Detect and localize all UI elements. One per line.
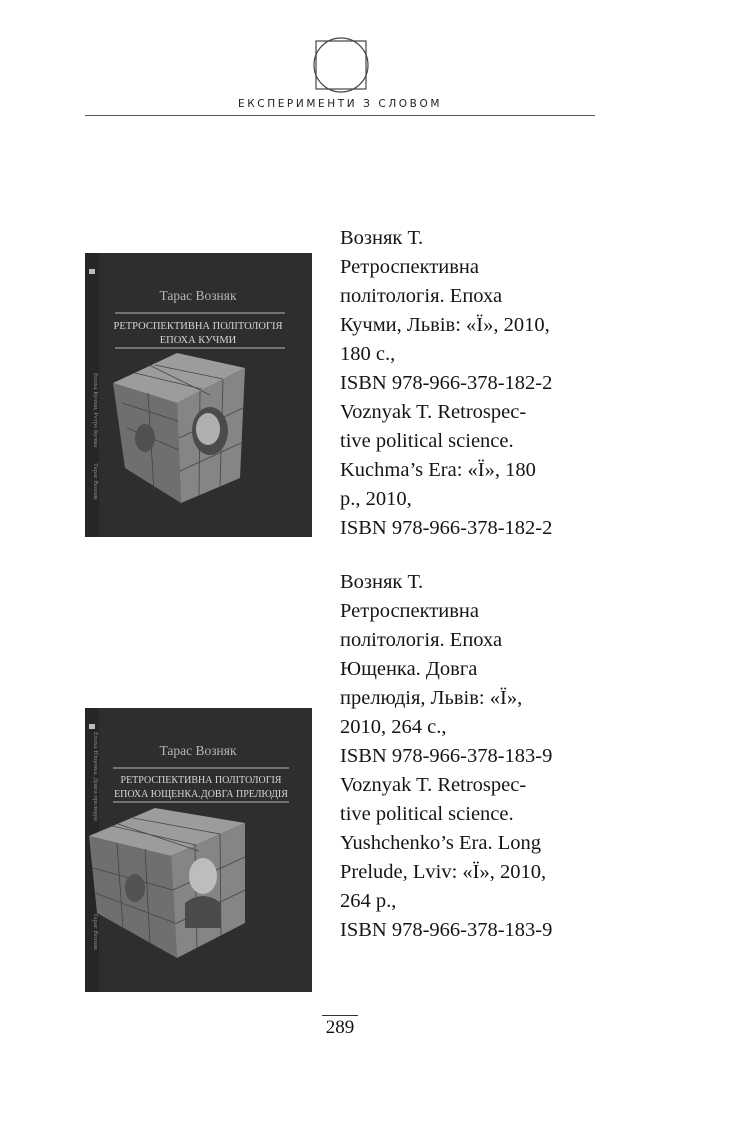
spine-text-bottom: Тарас Возняк — [92, 913, 99, 951]
citation-line: 264 p., — [340, 890, 397, 912]
circle-square-logo-icon — [312, 36, 370, 94]
citation-line: ISBN 978-966-378-183-9 — [340, 745, 553, 767]
citation-line: ISBN 978-966-378-183-9 — [340, 919, 553, 941]
citation-line: Возняк Т. — [340, 571, 424, 593]
citation-line: Prelude, Lviv: «Ї», 2010, — [340, 861, 547, 883]
running-head: ЕКСПЕРИМЕНТИ З СЛОВОМ — [237, 98, 443, 110]
spine-text-top: Епоха Ющенка. Довга прелюдія — [92, 732, 99, 821]
book-citation-kuchma — [340, 224, 600, 543]
citation-line: Кучми, Львів: «Ї», 2010, — [340, 314, 550, 336]
citation-line: p., 2010, — [340, 488, 412, 510]
cover-title-line-2: ЕПОХА КУЧМИ — [159, 335, 237, 346]
citation-line: tive political science. — [340, 803, 514, 825]
book-cover-yushchenko — [85, 708, 312, 992]
publisher-mark-icon — [89, 724, 95, 729]
publisher-mark-icon — [89, 269, 95, 274]
citation-line: Voznyak T. Retrospec- — [340, 401, 527, 423]
citation-line: Возняк Т. — [340, 227, 424, 249]
citation-line: Voznyak T. Retrospec- — [340, 774, 527, 796]
cover-title-line-1: РЕТРОСПЕКТИВНА ПОЛІТОЛОГІЯ — [113, 321, 283, 332]
citation-line: політологія. Епоха — [340, 285, 503, 307]
citation-line: ISBN 978-966-378-182-2 — [340, 517, 553, 539]
citation-line: прелюдія, Львів: «Ї», — [340, 687, 523, 709]
book-citation-yushchenko — [340, 568, 600, 945]
header-rule — [85, 115, 595, 116]
citation-line: ISBN 978-966-378-182-2 — [340, 372, 553, 394]
citation-line: Ретроспективна — [340, 256, 479, 278]
citation-line: 180 с., — [340, 343, 396, 365]
citation-line: tive political science. — [340, 430, 514, 452]
citation-line: Ющенка. Довга — [340, 658, 478, 680]
book-cover-kuchma — [85, 253, 312, 537]
cover-author: Тарас Возняк — [159, 288, 237, 303]
cover-author: Тарас Возняк — [159, 743, 237, 758]
citation-line: 2010, 264 с., — [340, 716, 447, 738]
citation-line: Yushchenko’s Era. Long — [340, 832, 541, 854]
page-number: 289 — [322, 1015, 358, 1039]
citation-line: політологія. Епоха — [340, 629, 503, 651]
cover-title-line-1: РЕТРОСПЕКТИВНА ПОЛІТОЛОГІЯ — [120, 775, 282, 786]
spine-text-top: Епоха Кучми, Ретро Кучма — [92, 373, 99, 448]
citation-line: Ретроспективна — [340, 600, 479, 622]
cover-title-line-2: ЕПОХА ЮЩЕНКА.ДОВГА ПРЕЛЮДІЯ — [114, 789, 288, 800]
citation-line: Kuchma’s Era: «Ї», 180 — [340, 459, 536, 481]
spine-text-bottom: Тарас Возняк — [92, 463, 99, 501]
